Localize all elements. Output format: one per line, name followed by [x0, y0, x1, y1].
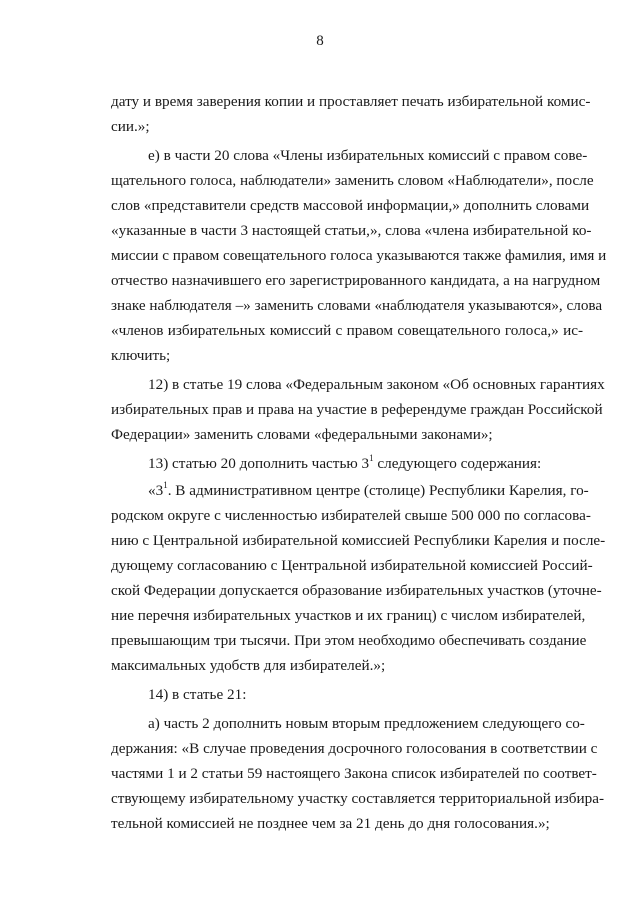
text-line: знаке наблюдателя –» заменить словами «наблюдателя указываются», слова	[111, 297, 603, 314]
text-line: частями 1 и 2 статьи 59 настоящего Закона список избирателей по соответ-	[111, 765, 597, 782]
text-line: ние перечня избирательных участков и их границ) с числом избирателей,	[111, 607, 586, 624]
text-line: ключить;	[111, 347, 171, 364]
text-line: «членов избирательных комиссий с правом совещательного голоса,» ис-	[111, 322, 583, 339]
text-line: слов «представители средств массовой информации,» дополнить словами	[111, 197, 590, 214]
text-line	[148, 479, 589, 501]
text-line: избирательных прав и права на участие в референдуме граждан Российской	[111, 401, 603, 418]
text-line: тельной комиссией не позднее чем за 21 день до дня голосования.»;	[111, 815, 550, 832]
text-line: 14) в статье 21:	[148, 686, 247, 703]
text-line: нию с Центральной избирательной комиссией Республики Карелия и после-	[111, 532, 606, 549]
page-number: 8	[316, 33, 324, 49]
line-part: следующего содержания:	[377, 455, 542, 472]
text-line: держания: «В случае проведения досрочного голосования в соответствии с	[111, 740, 598, 757]
line-part: . В административном центре (столице) Республики Карелия, го-	[167, 482, 589, 499]
text-line: ской Федерации допускается образование избирательных участков (уточне-	[111, 582, 602, 599]
text-line: 12) в статье 19 слова «Федеральным законом «Об основных гарантиях	[148, 376, 605, 393]
line-part: 13) статью 20 дополнить частью 3	[148, 455, 370, 472]
text-line: дату и время заверения копии и проставляет печать избирательной комис-	[111, 93, 591, 110]
text-line: миссии с правом совещательного голоса указываются также фамилия, имя и	[111, 247, 607, 264]
text-line: превышающим три тысячи. При этом необходимо обеспечивать создание	[111, 632, 587, 649]
text-line: максимальных удобств для избирателей.»;	[111, 657, 386, 674]
text-line	[148, 454, 583, 474]
text-line: Федерации» заменить словами «федеральными законами»;	[111, 426, 493, 443]
text-line: е) в части 20 слова «Члены избирательных комиссий с правом сове-	[148, 147, 588, 164]
superscript: 1	[369, 452, 374, 463]
text-line: сии.»;	[111, 118, 150, 135]
text-line: родском округе с численностью избирателей свыше 500 000 по согласова-	[111, 507, 591, 524]
text-line: щательного голоса, наблюдатели» заменить словом «Наблюдатели», после	[111, 172, 594, 189]
line-part: «3	[148, 482, 164, 499]
superscript: 1	[163, 479, 168, 490]
text-line: ствующему избирательному участку составляется территориальной избира-	[111, 790, 605, 807]
text-line: «указанные в части 3 настоящей статьи,», слова «члена избирательной ко-	[111, 222, 592, 239]
text-line: а) часть 2 дополнить новым вторым предложением следующего со-	[148, 715, 585, 732]
text-line: дующему согласованию с Центральной избирательной комиссией Россий-	[111, 557, 593, 574]
text-line: отчество назначившего его зарегистрированного кандидата, а на нагрудном	[111, 272, 601, 289]
